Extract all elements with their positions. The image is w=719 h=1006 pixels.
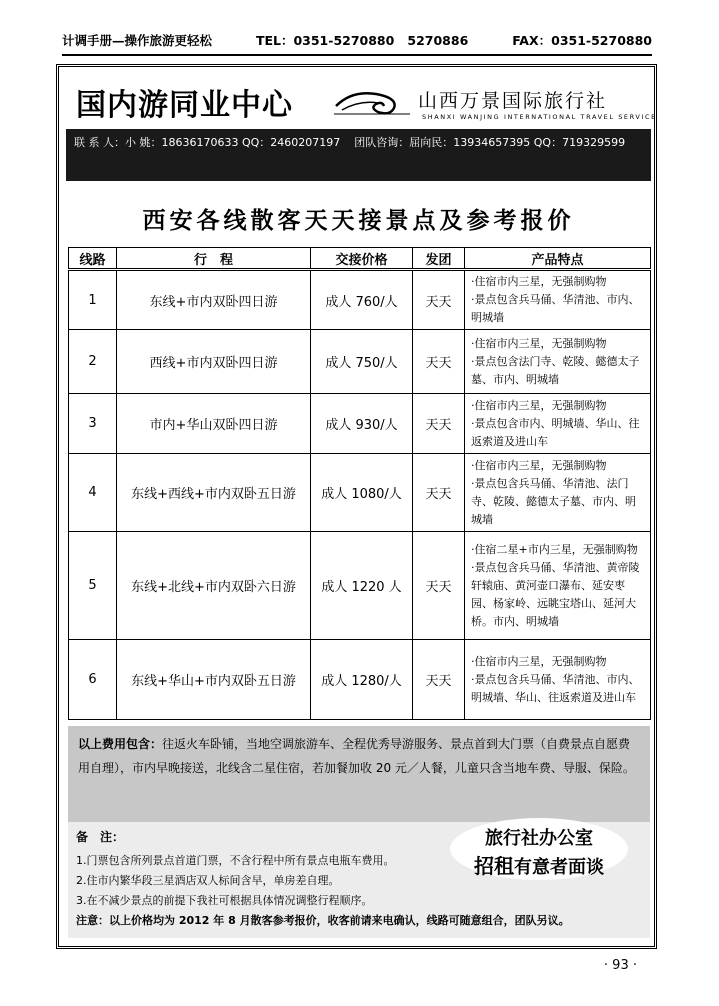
- table-row: [69, 532, 651, 640]
- col-header-departure: 发团: [413, 248, 465, 270]
- fees-label: 以上费用包含：: [78, 737, 163, 751]
- group-consult: 团队咨询：屈向民：13934657395 QQ：719329599: [354, 136, 626, 149]
- note-item: 2.住市内繁华段三星酒店双人标间含早，单房差自理。: [76, 874, 340, 887]
- table-header-row: [69, 248, 651, 270]
- table-row: [69, 454, 651, 532]
- table-row: [69, 640, 651, 720]
- route-features: [465, 330, 651, 394]
- contact-line-1: [74, 131, 643, 155]
- note-item: 1.门票包含所列景点首道门票，不含行程中所有景点电瓶车费用。: [76, 854, 395, 867]
- route-no: 6: [69, 640, 117, 720]
- route-departure: 天天: [413, 532, 465, 640]
- route-features: [465, 454, 651, 532]
- header-bar: [62, 30, 652, 56]
- route-features: [465, 394, 651, 454]
- col-header-price: 交接价格: [311, 248, 413, 270]
- fees-included-box: [68, 726, 650, 822]
- table-row: [69, 330, 651, 394]
- route-no: 2: [69, 330, 117, 394]
- page-title: 西安各线散客天天接景点及参考报价: [142, 208, 575, 234]
- route-departure: 天天: [413, 330, 465, 394]
- route-table: [68, 247, 651, 720]
- header-tel: TEL：0351-5270880 5270886: [255, 33, 469, 48]
- note-item: 3.在不减少景点的前提下我社可根据具体情况调整行程顺序。: [76, 894, 373, 907]
- feature-line: ·住宿市内三星，无强制购物: [471, 654, 607, 668]
- feature-line: ·景点包含兵马俑、华清池、市内、明城墙: [471, 293, 640, 324]
- notes-warning: 注意：以上价格均为 2012 年 8 月散客参考报价，收客前请来电确认，线路可随意组合，团队另议。: [76, 914, 570, 927]
- office-rental-ad: [450, 818, 628, 880]
- contact-person: 联 系 人：小 姚：18636170633 QQ：2460207197: [74, 136, 341, 149]
- feature-line: ·景点包含法门寺、乾陵、懿德太子墓、市内、明城墙: [471, 354, 640, 386]
- route-name: 东线+西线+市内双卧五日游: [117, 454, 311, 532]
- center-title: 国内游同业中心: [76, 88, 293, 123]
- route-price: 成人 1280/人: [311, 640, 413, 720]
- rental-ad-rest: 有意者面谈: [514, 857, 604, 878]
- feature-line: ·景点包含兵马俑、华清池、法门寺、乾陵、懿德太子墓、市内、明城墙: [471, 476, 636, 526]
- route-departure: 天天: [413, 270, 465, 330]
- route-departure: 天天: [413, 640, 465, 720]
- route-price: 成人 1080/人: [311, 454, 413, 532]
- route-name: 东线+市内双卧四日游: [117, 270, 311, 330]
- route-no: 4: [69, 454, 117, 532]
- page-number: · 93 ·: [603, 958, 637, 973]
- feature-line: ·住宿市内三星，无强制购物: [471, 458, 607, 472]
- header-slogan: 计调手册—操作旅游更轻松: [62, 33, 213, 48]
- rental-ad-line-1: 旅行社办公室: [485, 828, 593, 849]
- header-fax: FAX：0351-5270880: [512, 33, 652, 48]
- route-no: 3: [69, 394, 117, 454]
- col-header-route-no: 线路: [69, 248, 117, 270]
- table-row: [69, 270, 651, 330]
- route-name: 东线+华山+市内双卧五日游: [117, 640, 311, 720]
- route-features: [465, 532, 651, 640]
- route-price: 成人 760/人: [311, 270, 413, 330]
- route-name: 东线+北线+市内双卧六日游: [117, 532, 311, 640]
- route-features: [465, 640, 651, 720]
- route-price: 成人 1220 人: [311, 532, 413, 640]
- feature-line: ·住宿市内三星，无强制购物: [471, 398, 607, 412]
- feature-line: ·住宿二星+市内三星，无强制购物: [471, 542, 638, 556]
- col-header-features: 产品特点: [465, 248, 651, 270]
- table-row: [69, 394, 651, 454]
- notes-heading: 备 注：: [76, 830, 125, 844]
- company-name: 山西万景国际旅行社: [418, 90, 608, 112]
- contact-line-2: [74, 155, 643, 197]
- route-no: 1: [69, 270, 117, 330]
- feature-line: ·住宿市内三星，无强制购物: [471, 336, 607, 350]
- feature-line: ·景点包含兵马俑、华清池、黄帝陵轩辕庙、黄河壶口瀑布、延安枣园、杨家岭、远眺宝塔山、延河大桥。市内、明城墙: [471, 560, 640, 628]
- rental-ad-highlight: 招租: [474, 854, 514, 878]
- company-name-en: SHANXI WANJING INTERNATIONAL TRAVEL SERVICE: [422, 113, 657, 121]
- banner: [68, 76, 657, 128]
- feature-line: ·景点包含兵马俑、华清池、市内、明城墙、华山、往返索道及进山车: [471, 672, 640, 704]
- feature-line: ·景点包含市内、明城墙、华山、往返索道及进山车: [471, 416, 640, 448]
- route-name: 西线+市内双卧四日游: [117, 330, 311, 394]
- route-features: [465, 270, 651, 330]
- feature-line: ·住宿市内三星，无强制购物: [471, 275, 607, 288]
- route-price: 成人 750/人: [311, 330, 413, 394]
- route-name: 市内+华山双卧四日游: [117, 394, 311, 454]
- route-departure: 天天: [413, 394, 465, 454]
- rental-ad-line-2: [450, 850, 628, 879]
- phone-numbers: 电 话：6586930 6586920 6586910: [88, 184, 303, 197]
- contact-box: [66, 129, 651, 197]
- col-header-itinerary: 行 程: [117, 248, 311, 270]
- route-price: 成人 930/人: [311, 394, 413, 454]
- route-no: 5: [69, 532, 117, 640]
- route-departure: 天天: [413, 454, 465, 532]
- fees-text: 往返火车卧铺，当地空调旅游车、全程优秀导游服务、景点首到大门票（自费景点自愿费用自理），市内早晚接送，北线含二星住宿，若加餐加收 20 元／人餐，儿童只含当地车费、导服、保险。: [78, 737, 635, 775]
- fax-numbers: 传真：0351-6586910 6586920: [372, 184, 547, 197]
- swirl-logo-icon: [332, 86, 412, 120]
